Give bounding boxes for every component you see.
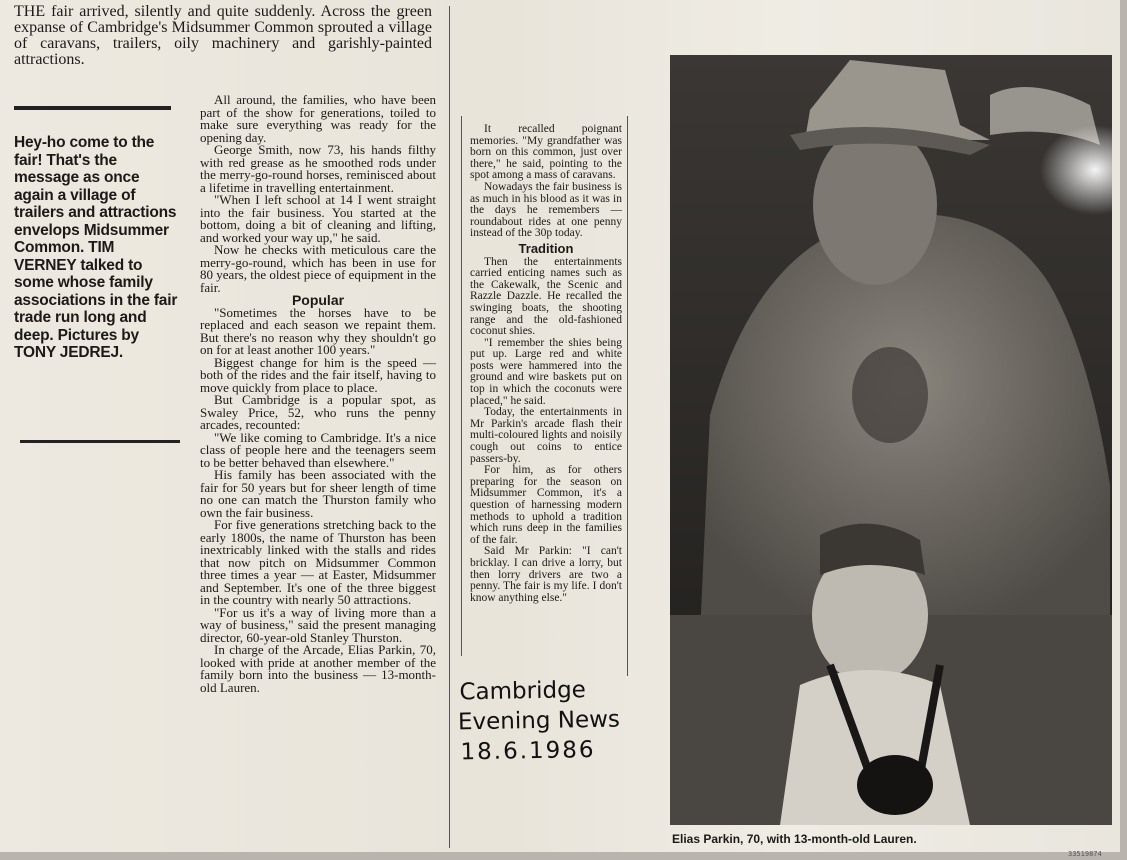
paragraph: Then the entertainments carried enticing names such as the Cakewalk, the Scenic and Razzle Dazzle. He recalled the swinging boats, the shooting range and the old-fashioned coconut shies.: [470, 255, 622, 338]
paragraph: It recalled poignant memories. "My grandfather was born on this common, just over there," he said, pointing to the spot among a mass of caravans.: [470, 123, 622, 182]
paragraph: "Sometimes the horses have to be replaced and each season we repaint them. But there's no reason why they shouldn't go on for at least another 100 years.": [200, 304, 436, 357]
paragraph: Biggest change for him is the speed —both of the rides and the fair itself, having to move quickly from place to place.: [200, 354, 436, 395]
column-divider: [461, 116, 462, 656]
paragraph: Said Mr Parkin: "I can't bricklay. I can drive a lorry, but then lorry drivers are two a penny. The fair is my life. I don't know anything else.": [470, 545, 622, 604]
standfirst-rule-top: [14, 106, 171, 110]
paragraph: "I remember the shies being put up. Large red and white posts were hammered into the ground and wire baskets put on top in which the coconuts were placed," he said.: [470, 336, 622, 407]
standfirst-rule-bottom: [20, 440, 180, 443]
paragraph: George Smith, now 73, his hands filthy with red grease as he smoothed rods under the merry-go-round horses, reminisced about a lifetime in travelling entertainment.: [200, 142, 436, 195]
paragraph: But Cambridge is a popular spot, as Swaley Price, 52, who runs the penny arcades, recounted:: [200, 392, 436, 432]
column-divider: [627, 116, 628, 676]
paragraph: His family has been associated with the fair for 50 years but for sheer length of time no one can match the Thurston family who own the fair business.: [200, 467, 436, 520]
photo-illustration: [670, 55, 1112, 825]
subhead-popular: Popular: [291, 292, 345, 308]
paragraph: Now he checks with meticulous care the merry-go-round, which has been in use for 80 years, the oldest piece of equipment in the fair.: [200, 242, 436, 295]
article-column-2: [200, 94, 436, 694]
paragraph: Today, the entertainments in Mr Parkin's arcade flash their multi-coloured lights and noisily cough out coins to entice passers-by.: [470, 406, 622, 465]
paragraph: For him, as for others preparing for the season on Midsummer Common, it's a question of harnessing modern methods to uphold a tradition which runs deep in the families of the fair.: [470, 464, 622, 546]
paragraph: "For us it's a way of living more than a way of business," said the present managing director, 60-year-old Stanley Thurston.: [200, 604, 436, 645]
article-column-3: [470, 124, 622, 604]
handwritten-annotation: [457, 675, 620, 768]
handwritten-line: Evening News: [457, 706, 621, 736]
paragraph: "We like coming to Cambridge. It's a nice class of people here and the teenagers seem to be better behaved than elsewhere.": [200, 429, 436, 470]
lead-paragraph: THE fair arrived, silently and quite suddenly. Across the green expanse of Cambridge's Midsummer Common sprouted a village of caravans, trailers, oily machinery and garishly-painted attractions.: [14, 3, 432, 68]
paragraph: Nowadays the fair business is as much in his blood as it was in the days he remembers — roundabout rides at one penny instead of the 30p today.: [470, 180, 622, 240]
standfirst: Hey-ho come to the fair! That's the message as once again a village of trailers and attractions envelops Midsummer Common. TIM VERNEY talked to some whose family associations in the fair trade run long and deep. Pictures by TONY JEDREJ.: [14, 134, 178, 361]
paragraph: "When I left school at 14 I went straight into the fair business. You started at the bottom, doing a bit of cleaning and lifting, and worked your way up," he said.: [200, 192, 436, 245]
paragraph: In charge of the Arcade, Elias Parkin, 70, looked with pride at another member of the family born into the business — 13-month-old Lauren.: [200, 642, 436, 695]
handwritten-line: 18.6.1986: [460, 737, 596, 766]
subhead-tradition: Tradition: [518, 240, 574, 256]
photo-caption: Elias Parkin, 70, with 13-month-old Lauren.: [672, 832, 917, 846]
paragraph: All around, the families, who have been part of the show for generations, toiled to make sure everything was ready for the opening day.: [200, 92, 436, 145]
footer-code: 33519874: [1068, 850, 1102, 858]
handwritten-line: Cambridge: [459, 677, 587, 706]
paragraph: For five generations stretching back to the early 1800s, the name of Thurston has been inextricably linked with the stalls and rides that now pitch on Midsummer Common three times a year — at Easter, Midsummer and September. It's one of the three biggest in the country with nearly 50 attractions.: [200, 517, 436, 607]
column-divider: [449, 6, 450, 848]
news-photo: [670, 55, 1112, 825]
